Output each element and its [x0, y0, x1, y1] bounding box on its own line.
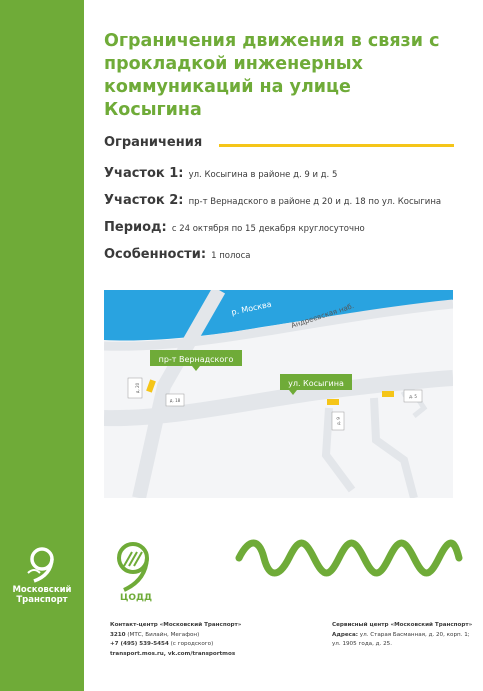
row-uchastok1 [104, 162, 474, 181]
row-key: Участок 1: [104, 166, 184, 181]
phone1-note: (МТС, Билайн, Мегафон) [127, 631, 200, 638]
cdd-label: ЦОДД [120, 593, 153, 603]
row-key: Участок 2: [104, 193, 184, 208]
building-5-label: д. 5 [409, 394, 417, 399]
building-18-label: д. 18 [169, 398, 181, 403]
contact-center-block [110, 621, 310, 659]
building-9-label: д. 9 [336, 417, 341, 425]
service-address1 [332, 631, 477, 641]
row-osobennosti [104, 243, 474, 262]
moscow-transport-logo [4, 545, 80, 605]
page-title [104, 30, 454, 122]
kosygina-callout-label: ул. Косыгина [288, 379, 344, 388]
footer-logos [104, 538, 464, 608]
service-center-block [332, 621, 477, 650]
title-line1: Ограничения движения в связи с [104, 31, 440, 51]
address-line1: ул. Старая Басманная, д. 20, корп. 1; [359, 631, 470, 638]
phone2-note: (с городского) [170, 641, 214, 647]
section1-marker-b [382, 391, 394, 397]
row-period [104, 216, 474, 235]
embankment-label: Андреевская наб. [290, 302, 356, 330]
title-line2: прокладкой инженерных [104, 54, 363, 74]
brand-name-line2: Транспорт [16, 595, 68, 605]
address-label: Адреса: [332, 631, 358, 638]
brand-name-line1: Московский [12, 585, 72, 595]
decorative-wave [234, 538, 464, 578]
contact-heading: Контакт-центр «Московский Транспорт» [110, 622, 242, 628]
restrictions-section-header [104, 133, 454, 153]
row-key: Особенности: [104, 247, 207, 262]
row-key: Период: [104, 220, 167, 235]
section1-marker-a [327, 399, 339, 405]
title-line3: коммуникаций на улице Косыгина [104, 77, 351, 120]
contact-phone2 [110, 640, 310, 650]
contact-links: transport.mos.ru, vk.com/transportmos [110, 650, 236, 657]
river-label: р. Москва [230, 299, 273, 317]
service-heading: Сервисный центр «Московский Транспорт» [332, 622, 473, 628]
phone2-number: +7 (495) 539-5454 [110, 641, 169, 647]
contact-phone1 [110, 631, 310, 641]
row-value: пр-т Вернадского в районе д 20 и д. 18 по ул. Косыгина [188, 197, 442, 207]
row-value: с 24 октября по 15 декабря круглосуточно [171, 224, 365, 234]
building-20-label: д. 20 [135, 382, 140, 394]
area-map [104, 290, 453, 498]
section-divider [219, 144, 454, 147]
vernadsky-callout-label: пр-т Вернадского [158, 355, 234, 364]
nine-logo-icon [22, 545, 62, 583]
service-address2: ул. 1905 года, д. 25. [332, 641, 392, 647]
section-label: Ограничения [104, 135, 203, 150]
cdd-logo-icon [110, 540, 156, 592]
row-uchastok2 [104, 189, 474, 208]
row-value: 1 полоса [211, 251, 251, 261]
row-value: ул. Косыгина в районе д. 9 и д. 5 [188, 170, 338, 180]
phone1-number: 3210 [110, 631, 126, 638]
